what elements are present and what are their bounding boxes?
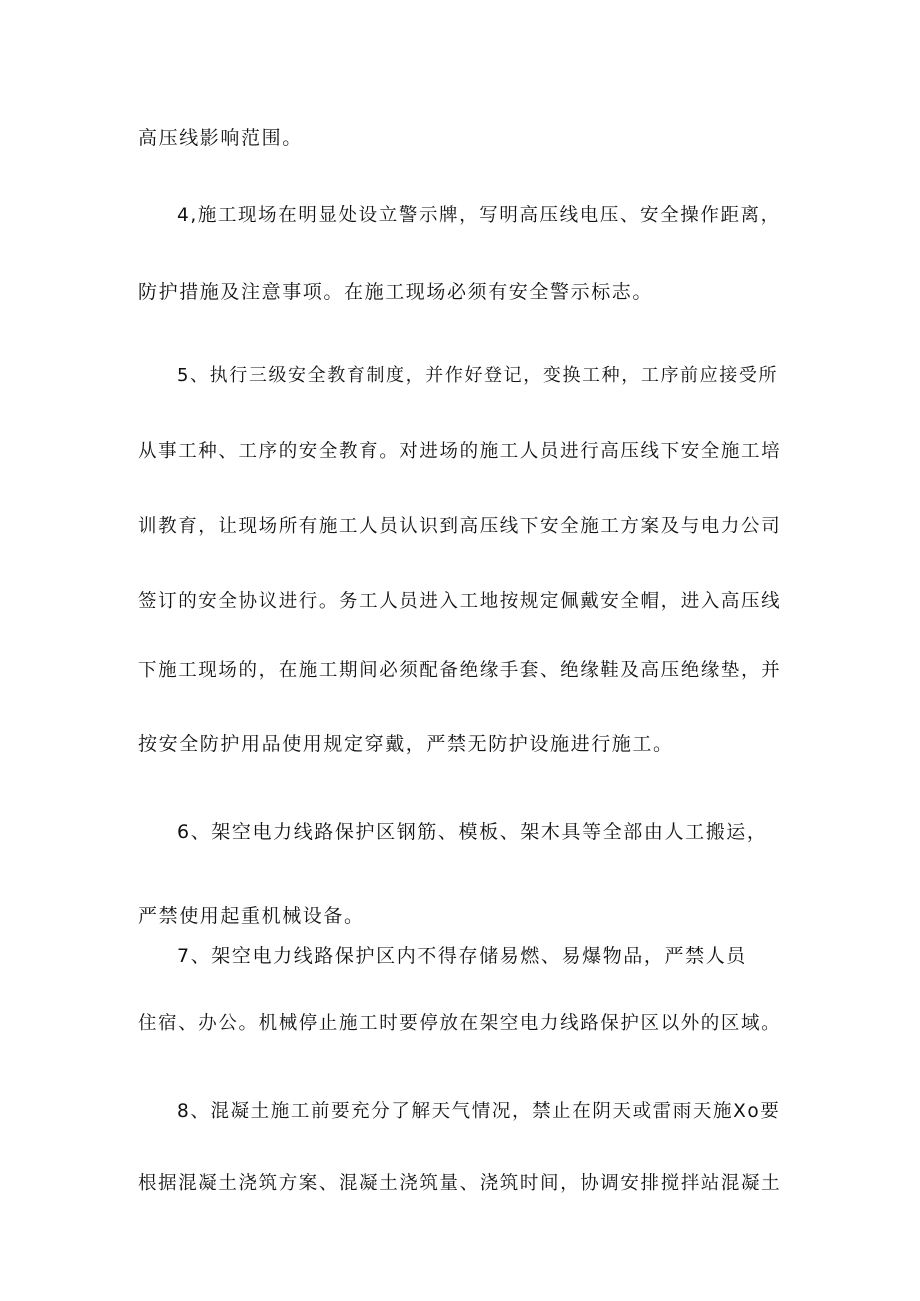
text-line: 根据混凝土浇筑方案、混凝土浇筑量、浇筑时间，协调安排搅拌站混凝土 <box>138 1173 782 1194</box>
text-line: 训教育，让现场所有施工人员认识到高压线下安全施工方案及与电力公司 <box>138 516 782 537</box>
text-line: 5、执行三级安全教育制度，并作好登记，变换工种，工序前应接受所 <box>177 365 779 386</box>
text-line: 按安全防护用品使用规定穿戴，严禁无防护设施进行施工。 <box>138 733 674 755</box>
text-line: 签订的安全协议进行。务工人员进入工地按规定佩戴安全帽，进入高压线 <box>138 591 782 612</box>
text-line: 防护措施及注意事项。在施工现场必须有安全警示标志。 <box>138 281 654 303</box>
text-line: 6、架空电力线路保护区钢筋、模板、架木具等全部由人工搬运， <box>177 821 768 843</box>
text-line: 高压线影响范围。 <box>138 127 303 149</box>
text-line: 住宿、办公。机械停止施工时要停放在架空电力线路保护区以外的区域。 <box>138 1013 782 1034</box>
text-line: 下施工现场的，在施工期间必须配备绝缘手套、绝缘鞋及高压绝缘垫，并 <box>138 660 782 681</box>
text-line: 严禁使用起重机械设备。 <box>138 905 365 927</box>
text-line: 7、架空电力线路保护区内不得存储易燃、易爆物品，严禁人员 <box>177 945 747 967</box>
text-line: 8、混凝土施工前要充分了解天气情况，禁止在阴天或雷雨天施Xo要 <box>177 1101 781 1122</box>
text-line: 从事工种、工序的安全教育。对进场的施工人员进行高压线下安全施工培 <box>138 441 782 462</box>
text-line: 4,施工现场在明显处设立警示牌，写明高压线电压、安全操作距离， <box>177 205 781 226</box>
